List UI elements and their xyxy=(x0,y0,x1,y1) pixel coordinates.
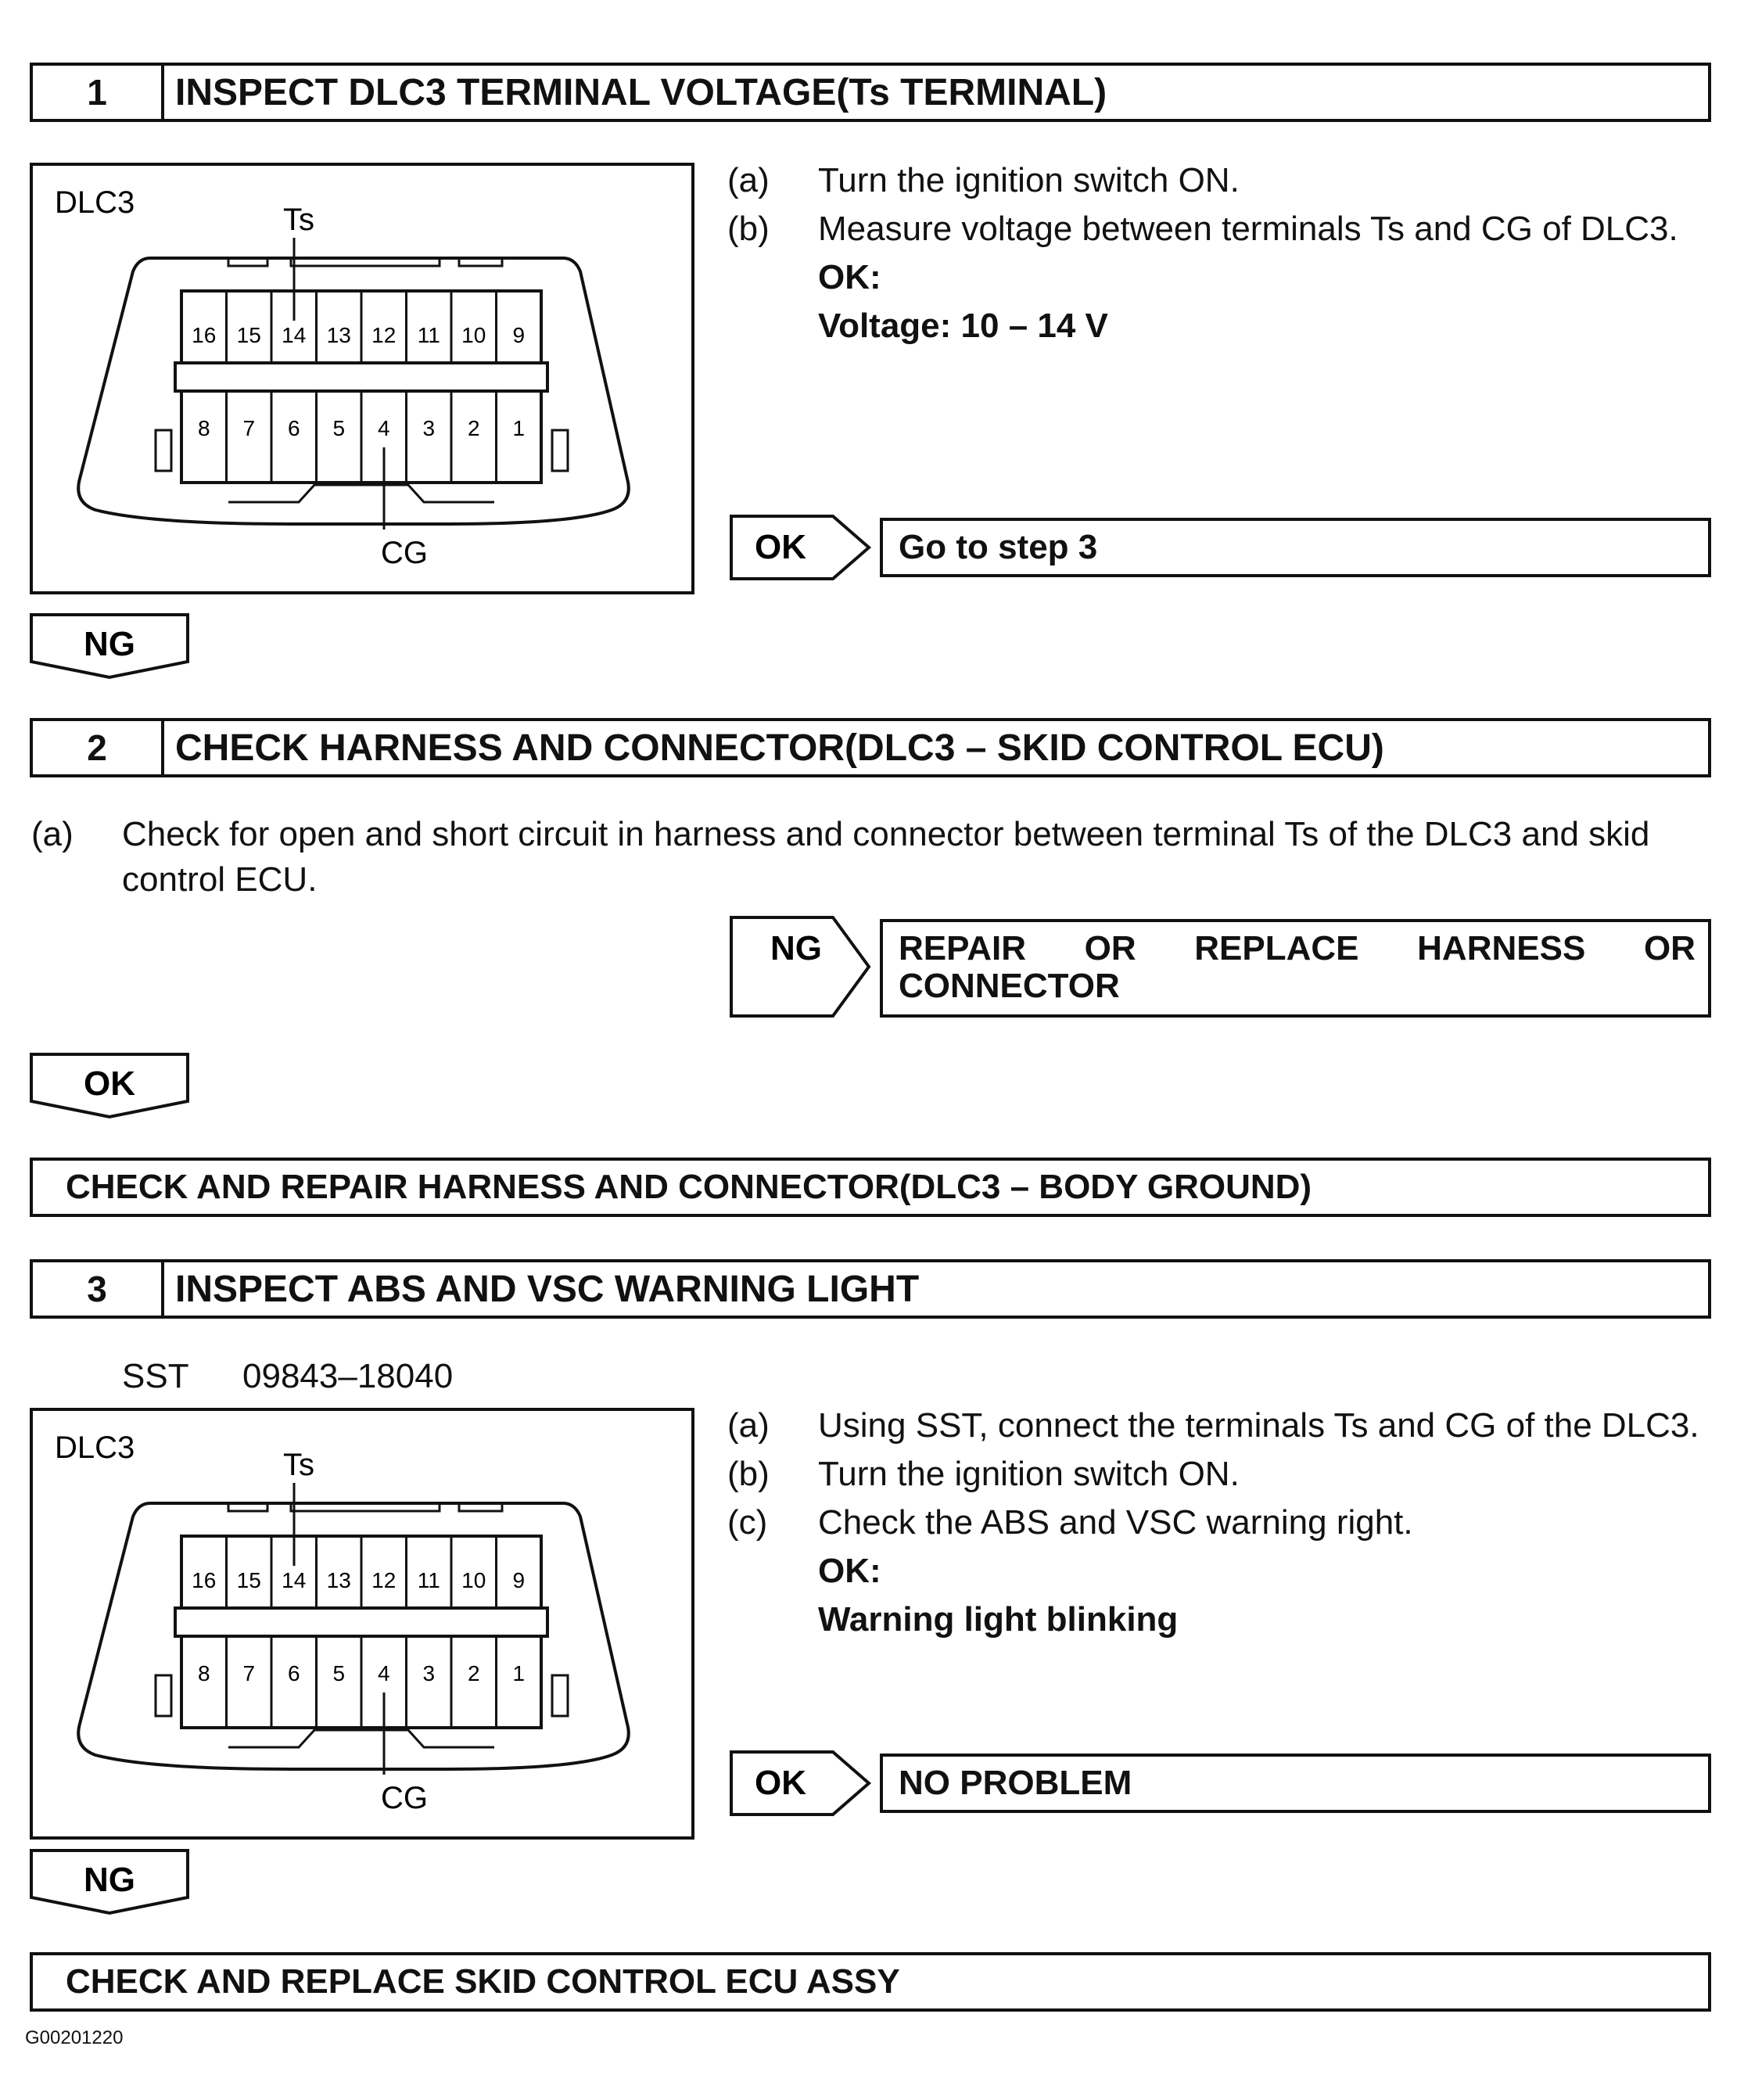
pin-12: 12 xyxy=(371,1568,397,1592)
ng-result-line2: CONNECTOR xyxy=(899,967,1120,1005)
step3-instruction-c: Check the ABS and VSC warning right. xyxy=(818,1503,1413,1542)
pin-2: 2 xyxy=(467,1661,480,1685)
step1-ok-label: OK: xyxy=(818,258,881,296)
step2-ok-flag-label: OK xyxy=(84,1064,135,1103)
cg-label: CG xyxy=(381,536,428,570)
check-body-ground-box: CHECK AND REPAIR HARNESS AND CONNECTOR(DLC3 – BODY GROUND) xyxy=(30,1158,1711,1217)
step2-title: CHECK HARNESS AND CONNECTOR(DLC3 – SKID CONTROL ECU) xyxy=(175,727,1384,769)
pin-3: 3 xyxy=(422,1661,436,1685)
pin-7: 7 xyxy=(242,416,256,440)
pin-6: 6 xyxy=(287,1661,300,1685)
step1-header xyxy=(30,63,1711,122)
pin-11: 11 xyxy=(417,323,440,347)
step1-ok-flag xyxy=(730,515,874,580)
pin-9: 9 xyxy=(512,1568,526,1592)
step1-ok-flag-label: OK xyxy=(755,528,806,566)
step3-ng-flag-label: NG xyxy=(84,1861,135,1899)
step3-marker-c: (c) xyxy=(727,1503,768,1542)
step1-number: 1 xyxy=(33,66,164,119)
pin-7: 7 xyxy=(242,1661,256,1685)
sst-label: SST xyxy=(122,1357,189,1395)
step2-header xyxy=(30,718,1711,777)
final-action-box: CHECK AND REPLACE SKID CONTROL ECU ASSY xyxy=(30,1952,1711,2012)
step1-marker-b: (b) xyxy=(727,210,770,248)
step1-title: INSPECT DLC3 TERMINAL VOLTAGE(Ts TERMINAL) xyxy=(175,71,1107,113)
step1-dlc3-figure xyxy=(30,163,694,594)
step1-instruction-a: Turn the ignition switch ON. xyxy=(818,161,1240,199)
dlc3-label: DLC3 xyxy=(55,185,135,220)
pin-3: 3 xyxy=(422,416,436,440)
pin-8: 8 xyxy=(197,1661,210,1685)
pin-14: 14 xyxy=(282,323,307,347)
center-rib xyxy=(175,363,547,391)
step2-instruction-line1: Check for open and short circuit in harness and connector between terminal Ts of the DLC3 and skid xyxy=(122,815,1650,853)
step3-ok-flag xyxy=(730,1750,874,1816)
pin-1: 1 xyxy=(512,416,526,440)
step3-spec: Warning light blinking xyxy=(818,1600,1179,1639)
pin-12: 12 xyxy=(371,323,397,347)
ts-label: Ts xyxy=(283,203,314,237)
pin-9: 9 xyxy=(512,323,526,347)
pin-1: 1 xyxy=(512,1661,526,1685)
step1-ok-result: Go to step 3 xyxy=(880,518,1711,577)
step3-ok-label: OK: xyxy=(818,1552,881,1590)
step2-ok-flag xyxy=(30,1053,191,1118)
cg-label: CG xyxy=(381,1781,428,1815)
pin-13: 13 xyxy=(326,323,351,347)
pin-15: 15 xyxy=(236,323,261,347)
dlc3-connector-diagram xyxy=(33,1411,691,1836)
pin-4: 4 xyxy=(377,416,390,440)
step3-marker-a: (a) xyxy=(727,1406,770,1445)
center-rib xyxy=(175,1608,547,1636)
step1-ng-flag-label: NG xyxy=(84,625,135,663)
pin-6: 6 xyxy=(287,416,300,440)
pin-8: 8 xyxy=(197,416,210,440)
dlc3-connector-diagram xyxy=(33,166,691,591)
pin-16: 16 xyxy=(192,1568,217,1592)
dlc3-label: DLC3 xyxy=(55,1431,135,1465)
step3-instruction-a: Using SST, connect the terminals Ts and CG of the DLC3. xyxy=(818,1406,1699,1445)
step1-ng-flag xyxy=(30,613,191,679)
step3-header xyxy=(30,1259,1711,1319)
step3-instruction-b: Turn the ignition switch ON. xyxy=(818,1455,1240,1493)
step2-ng-flag-label: NG xyxy=(770,929,822,967)
step2-marker-a: (a) xyxy=(31,815,74,853)
pin-10: 10 xyxy=(461,1568,486,1592)
pin-11: 11 xyxy=(417,1568,440,1592)
step3-dlc3-figure xyxy=(30,1408,694,1840)
pin-16: 16 xyxy=(192,323,217,347)
pin-10: 10 xyxy=(461,323,486,347)
pin-5: 5 xyxy=(332,1661,346,1685)
step1-spec: Voltage: 10 – 14 V xyxy=(818,307,1108,345)
step3-ok-flag-label: OK xyxy=(755,1764,806,1802)
step3-ng-flag xyxy=(30,1849,191,1915)
ng-result-line1: REPAIR OR REPLACE HARNESS OR xyxy=(899,929,1696,967)
step3-ok-result: NO PROBLEM xyxy=(880,1754,1711,1813)
sst-number: 09843–18040 xyxy=(242,1357,454,1395)
step3-marker-b: (b) xyxy=(727,1455,770,1493)
step2-number: 2 xyxy=(33,721,164,774)
pin-5: 5 xyxy=(332,416,346,440)
pin-13: 13 xyxy=(326,1568,351,1592)
ts-label: Ts xyxy=(283,1448,314,1482)
step2-ng-result xyxy=(880,919,1711,1018)
step1-instruction-b: Measure voltage between terminals Ts and CG of DLC3. xyxy=(818,210,1678,248)
pin-2: 2 xyxy=(467,416,480,440)
pin-14: 14 xyxy=(282,1568,307,1592)
step2-instruction-line2: control ECU. xyxy=(122,860,318,899)
step3-title: INSPECT ABS AND VSC WARNING LIGHT xyxy=(175,1268,920,1310)
step3-number: 3 xyxy=(33,1262,164,1316)
step1-marker-a: (a) xyxy=(727,161,770,199)
pin-4: 4 xyxy=(377,1661,390,1685)
pin-15: 15 xyxy=(236,1568,261,1592)
step2-ng-flag xyxy=(730,916,874,1018)
document-code: G00201220 xyxy=(25,2027,124,2048)
